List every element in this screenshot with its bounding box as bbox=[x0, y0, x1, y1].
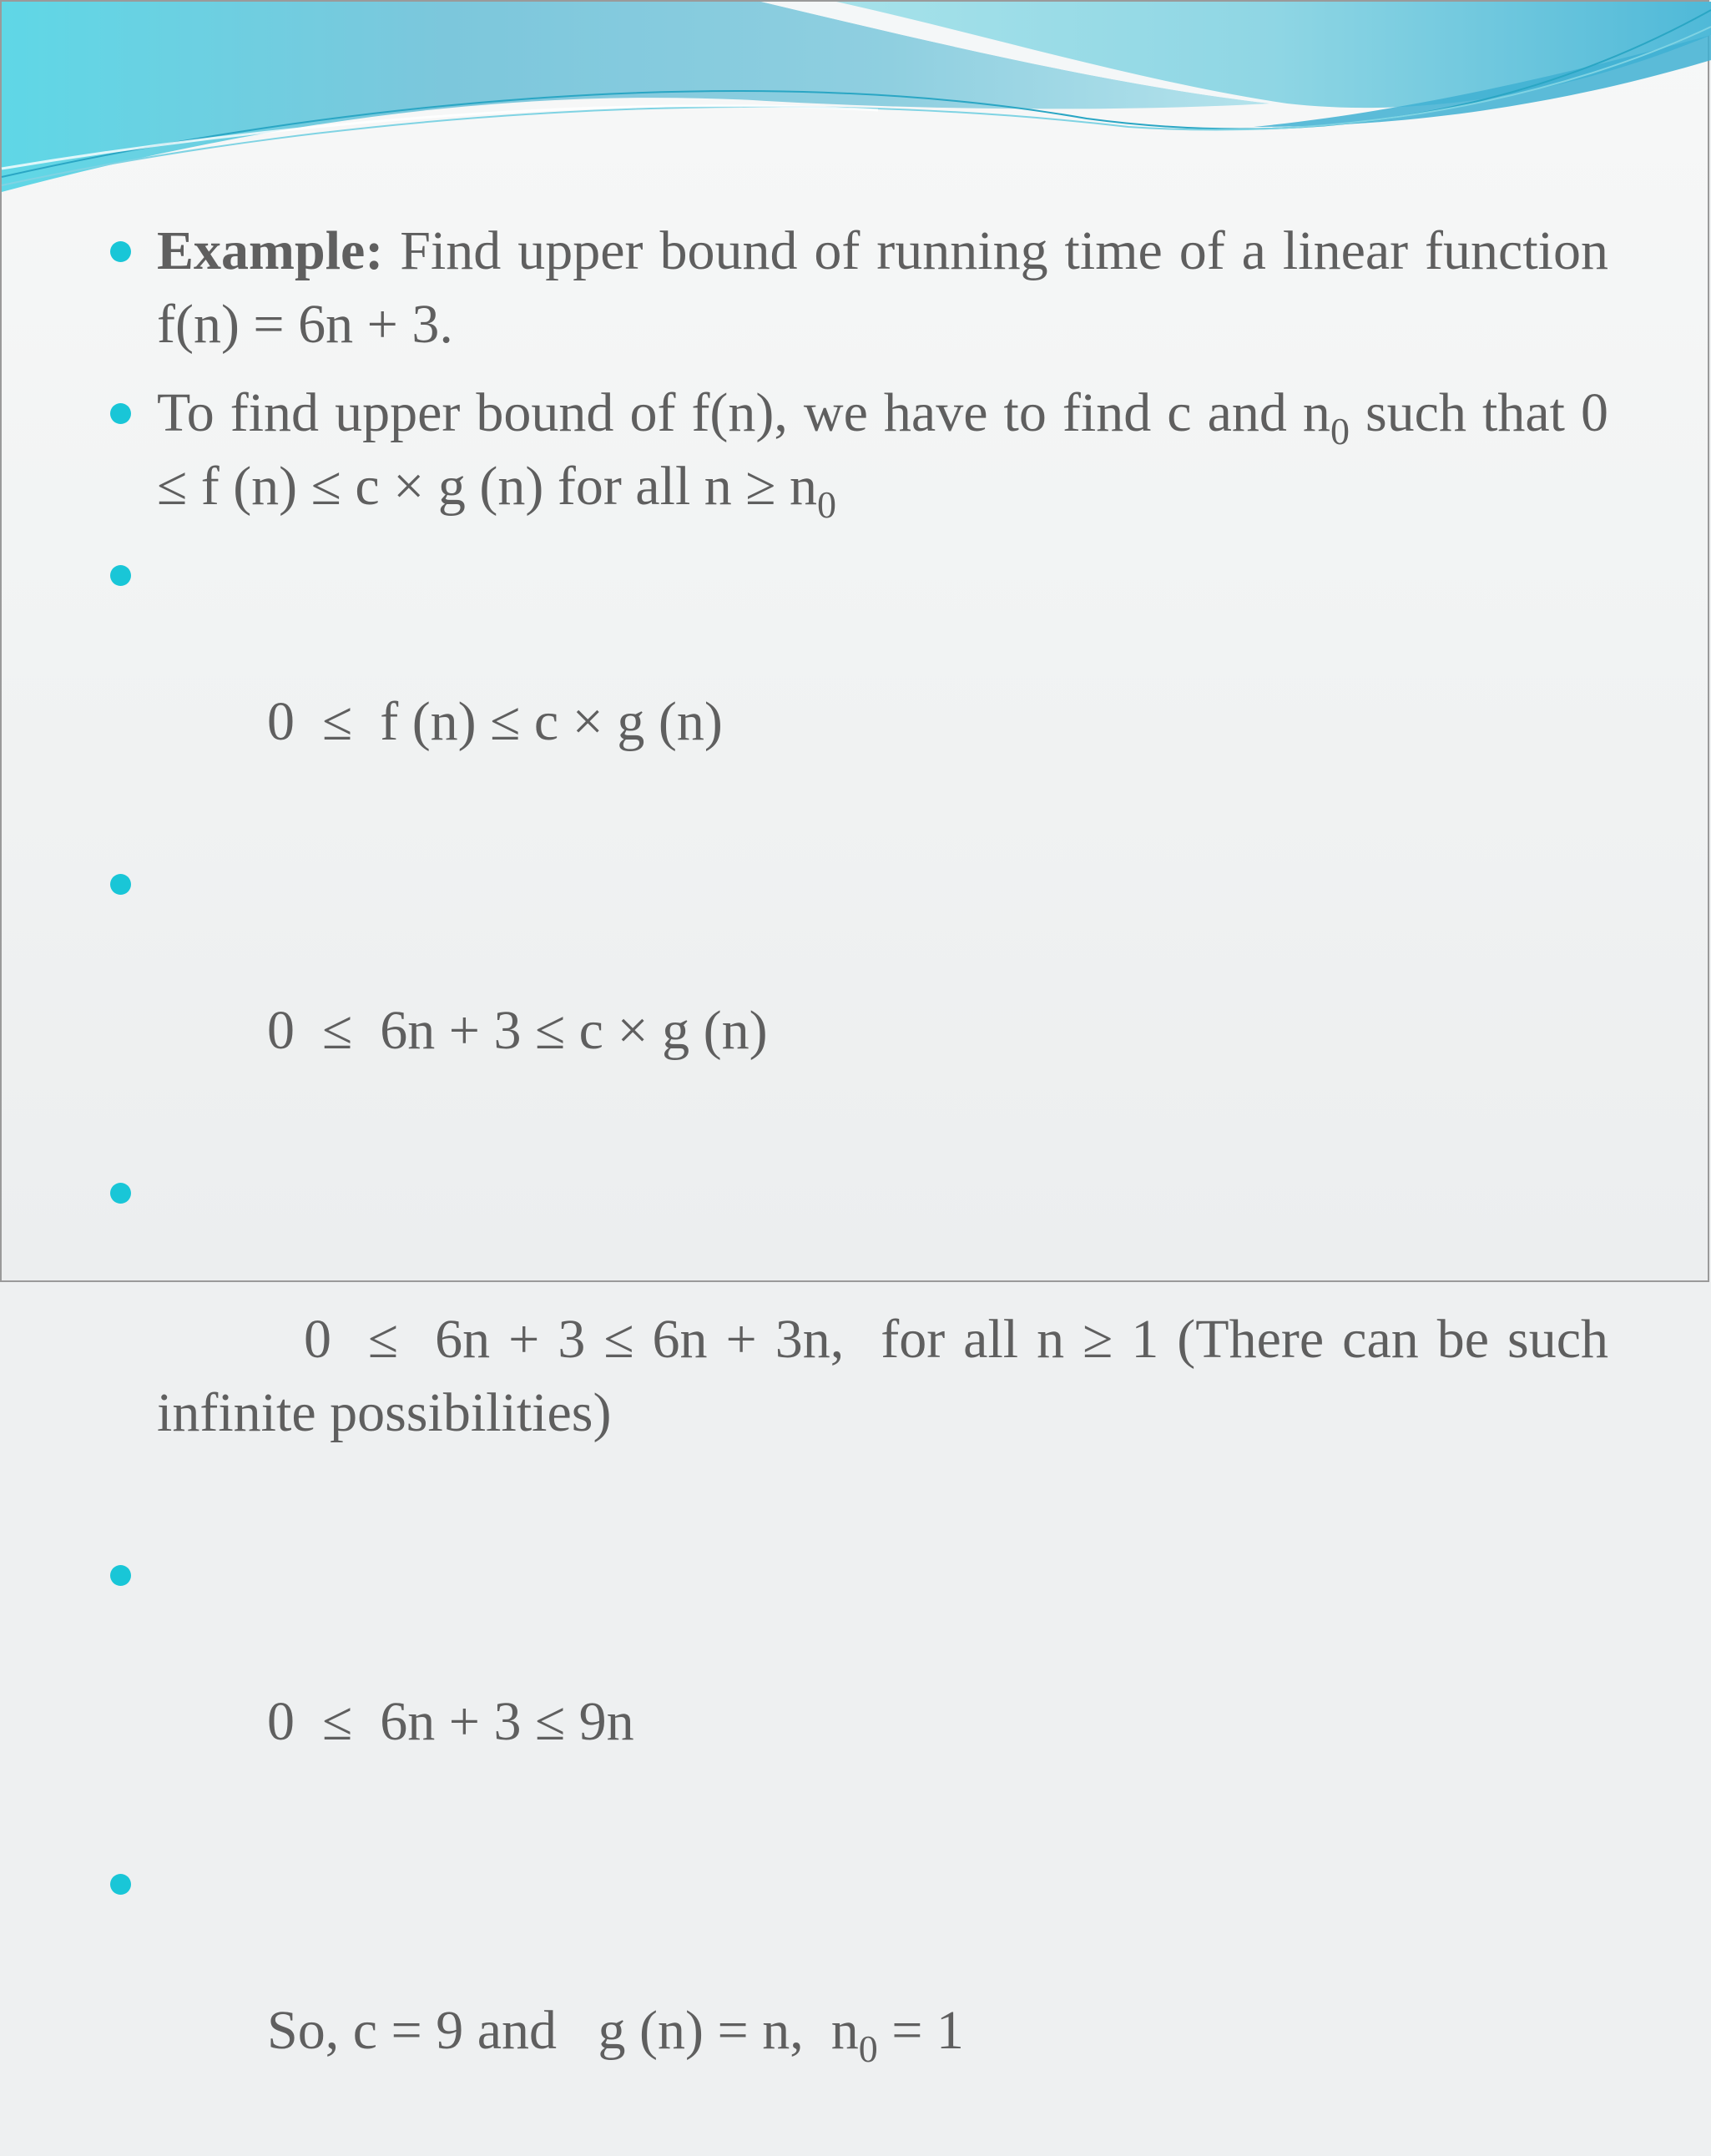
bullet-example bbox=[110, 215, 1608, 361]
bullet-upper-bound-definition bbox=[110, 376, 1608, 526]
inequality-text: 0 ≤ 6n + 3 ≤ 6n + 3n, for all n ≥ 1 (There can be such infinite possibilities) bbox=[157, 1309, 1623, 1443]
bullet-list bbox=[110, 215, 1623, 2141]
slide-content bbox=[110, 215, 1623, 2156]
subscript-zero: 0 bbox=[1330, 410, 1350, 452]
subscript-zero: 0 bbox=[817, 483, 837, 526]
conclusion-text-start: So, c = 9 and g (n) = n, n bbox=[267, 2000, 859, 2061]
bullet-inequality-bound bbox=[110, 1156, 1623, 1523]
bullet-dot-icon bbox=[110, 1874, 131, 1895]
example-label: Example: bbox=[157, 220, 384, 281]
conclusion-text-end: = 1 bbox=[877, 2000, 964, 2061]
inequality-text: 0 ≤ 6n + 3 ≤ 9n bbox=[267, 1691, 634, 1752]
bullet-dot-icon bbox=[110, 874, 131, 895]
example-text: Find upper bound of running time of a linear function f(n) = 6n + 3. bbox=[157, 220, 1609, 355]
bullet-dot-icon bbox=[110, 1183, 131, 1204]
header-wave-decoration bbox=[2, 2, 1711, 202]
bullet-dot-icon bbox=[110, 403, 131, 424]
definition-text-start: To find upper bound of f(n), we have to find c and n bbox=[157, 382, 1330, 443]
bullet-dot-icon bbox=[110, 1565, 131, 1586]
inequality-text: 0 ≤ f (n) ≤ c × g (n) bbox=[267, 691, 723, 752]
bullet-dot-icon bbox=[110, 241, 131, 262]
bullet-dot-icon bbox=[110, 565, 131, 586]
bullet-inequality-substituted bbox=[110, 847, 1608, 1141]
bullet-inequality-general bbox=[110, 538, 1608, 832]
definition-text-mid: such that 0 ≤ f (n) ≤ c × g (n) for all n ≥ n bbox=[157, 382, 1608, 517]
bullet-conclusion bbox=[110, 1847, 1608, 2141]
bullet-inequality-simplified bbox=[110, 1538, 1608, 1832]
inequality-text: 0 ≤ 6n + 3 ≤ c × g (n) bbox=[267, 1000, 768, 1061]
subscript-zero: 0 bbox=[858, 2027, 878, 2070]
